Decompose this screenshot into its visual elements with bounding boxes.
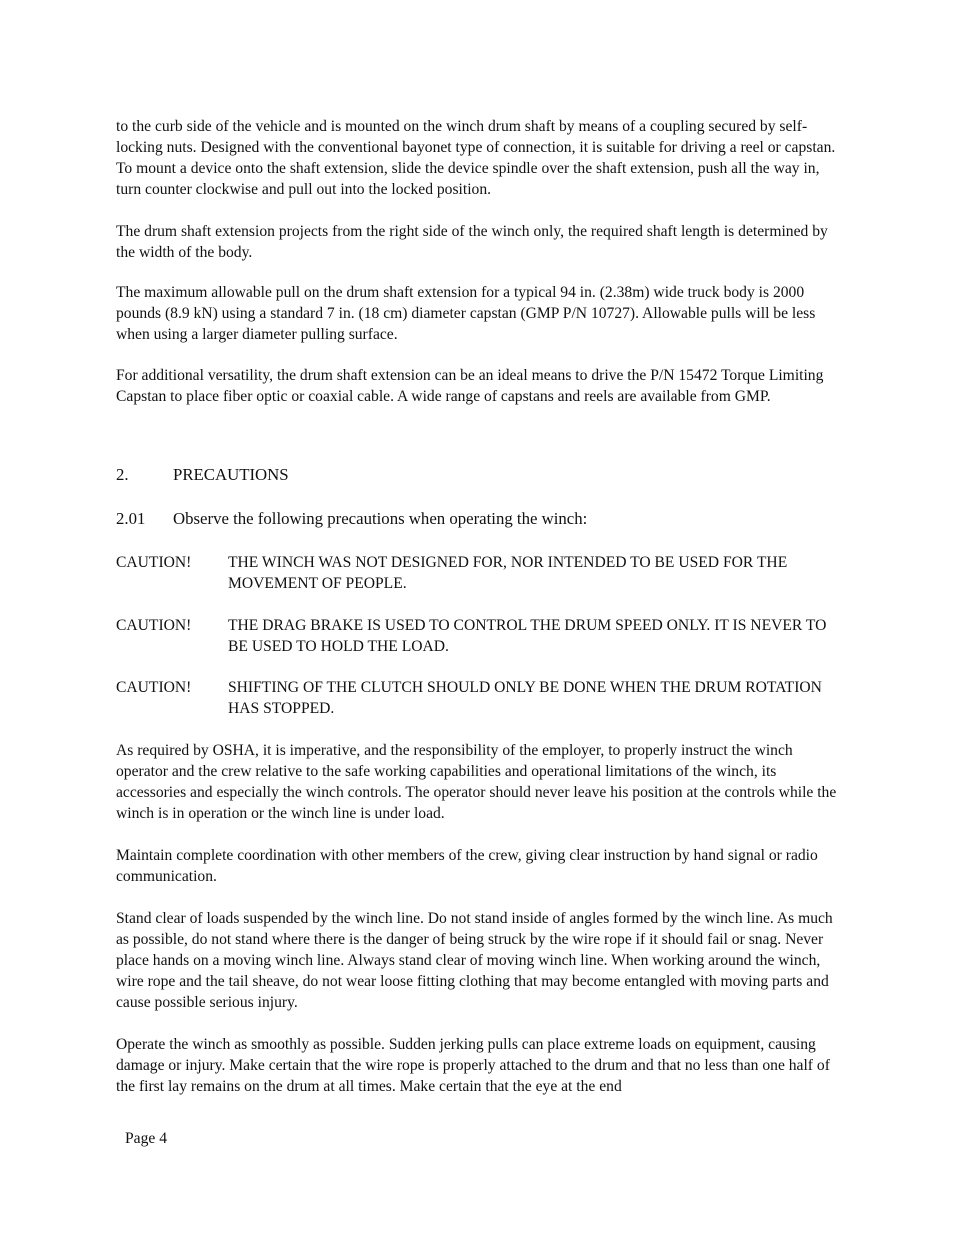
paragraph-shaft-mounting: to the curb side of the vehicle and is mounted on the winch drum shaft by means of a coupling secured by self-locking nuts. Designed with the conventional bayonet type of connection, it is suitable for driving a reel or capstan. To mount a device onto the shaft extension, slide the device spindle over the shaft extension, push all the way in, turn counter clockwise and pull out into the locked position. <box>116 118 836 198</box>
caution-item <box>116 677 840 719</box>
page-number: Page 4 <box>125 1130 168 1147</box>
subsection-heading <box>116 508 587 530</box>
paragraph-allowable-pull: The maximum allowable pull on the drum shaft extension for a typical 94 in. (2.38m) wide truck body is 2000 pounds (8.9 kN) using a standard 7 in. (18 cm) diameter capstan (GMP P/N 10727). Allowable pulls will be less when using a larger diameter pulling surface. <box>116 284 816 343</box>
section-title: PRECAUTIONS <box>173 465 289 484</box>
paragraph-osha: As required by OSHA, it is imperative, and the responsibility of the employer, to properly instruct the winch operator and the crew relative to the safe working capabilities and operational limitations of the winch, its accessories and especially the winch controls. The operator should never leave his position at the controls while the winch is in operation or the winch line is under load. <box>116 742 837 822</box>
caution-text: THE WINCH WAS NOT DESIGNED FOR, NOR INTENDED TO BE USED FOR THE MOVEMENT OF PEOPLE. <box>228 554 788 592</box>
paragraph-stand-clear: Stand clear of loads suspended by the winch line. Do not stand inside of angles formed by the winch line. As much as possible, do not stand where there is the danger of being struck by the wire rope if it should fail or snag. Never place hands on a moving winch line. Always stand clear of moving winch line. When working around the winch, wire rope and the tail sheave, do not wear loose fitting clothing that may become entangled with moving parts and cause possible serious injury. <box>116 910 833 1011</box>
section-number: 2. <box>116 465 129 484</box>
caution-text: SHIFTING OF THE CLUTCH SHOULD ONLY BE DONE WHEN THE DRUM ROTATION HAS STOPPED. <box>228 679 822 717</box>
subsection-title: Observe the following precautions when operating the winch: <box>173 509 588 528</box>
paragraph-versatility: For additional versatility, the drum shaft extension can be an ideal means to drive the P/N 15472 Torque Limiting Capstan to place fiber optic or coaxial cable. A wide range of capstans and reels are available from GMP. <box>116 367 824 405</box>
section-heading <box>116 464 289 486</box>
caution-item <box>116 615 840 657</box>
caution-label: CAUTION! <box>116 617 192 634</box>
caution-text: THE DRAG BRAKE IS USED TO CONTROL THE DRUM SPEED ONLY. IT IS NEVER TO BE USED TO HOLD THE LOAD. <box>228 617 827 655</box>
subsection-number: 2.01 <box>116 509 146 528</box>
caution-label: CAUTION! <box>116 679 192 696</box>
paragraph-coordination: Maintain complete coordination with other members of the crew, giving clear instruction by hand signal or radio communication. <box>116 847 818 885</box>
paragraph-shaft-projection: The drum shaft extension projects from the right side of the winch only, the required shaft length is determined by the width of the body. <box>116 223 828 261</box>
caution-item <box>116 552 840 594</box>
paragraph-operate-smoothly: Operate the winch as smoothly as possible. Sudden jerking pulls can place extreme loads on equipment, causing damage or injury. Make certain that the wire rope is properly attached to the drum and that no less than one half of the first lay remains on the drum at all times. Make certain that the eye at the end <box>116 1036 830 1095</box>
caution-label: CAUTION! <box>116 554 192 571</box>
